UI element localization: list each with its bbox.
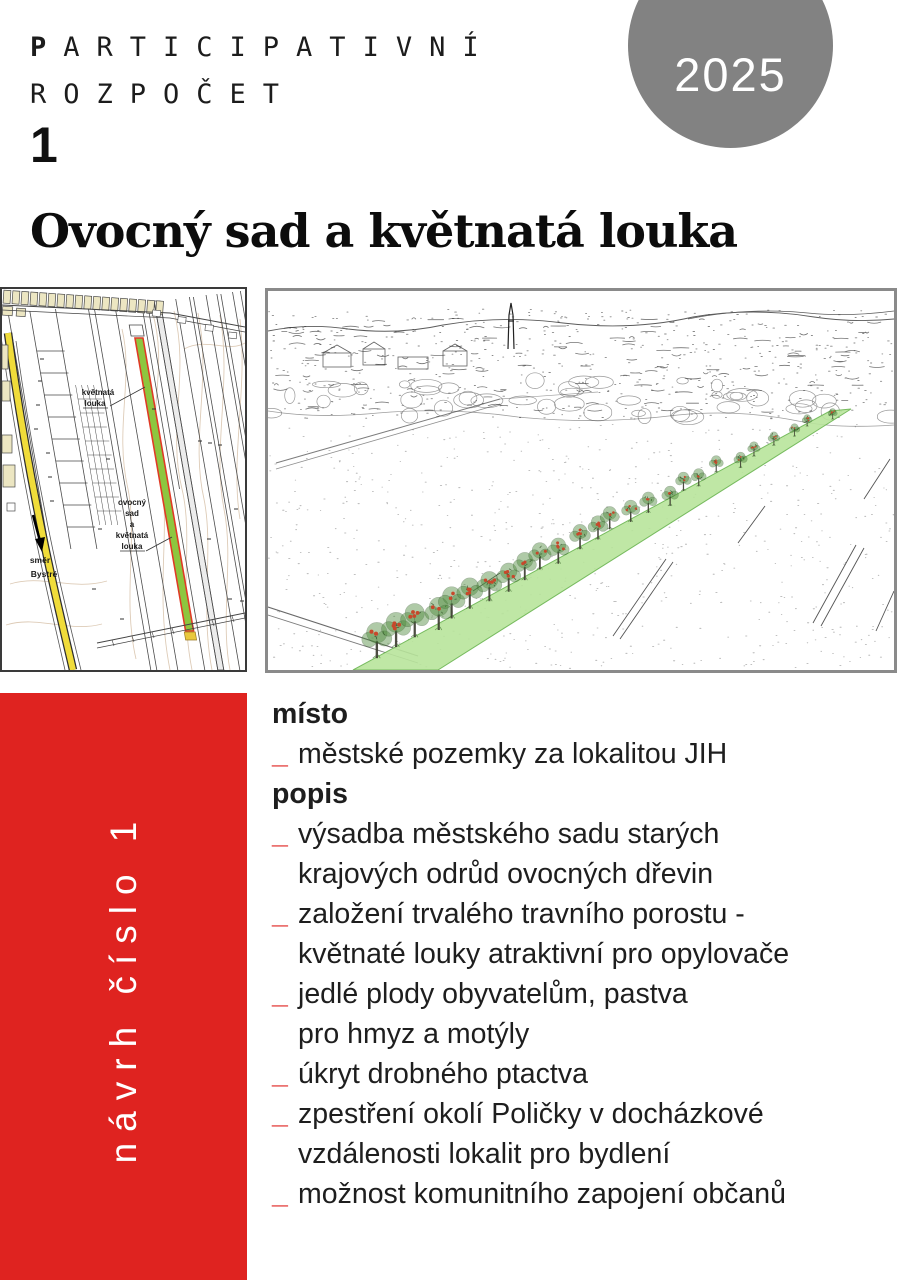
- bullet-item: [272, 814, 902, 894]
- bullet-text: úkryt drobného ptactva: [298, 1058, 588, 1090]
- bullet-text: zpestření okolí Poličky v docházkové vzdálenosti lokalit pro bydlení: [298, 1098, 764, 1170]
- location-map-image: [0, 287, 247, 672]
- map-label-direction-1: směr: [29, 555, 51, 565]
- bullet-text: výsadba městského sadu starých krajových odrůd ovocných dřevin: [298, 818, 720, 890]
- visualization-sketch-image: [265, 288, 897, 673]
- sketch-svg: [268, 291, 894, 670]
- bullet-dash-icon: _: [272, 898, 288, 930]
- bullet-item: [272, 974, 902, 1054]
- brand-line-2: ROZPOČET: [30, 79, 297, 110]
- bullet-item: [272, 894, 902, 974]
- map-label-orchard-4: květnatá: [115, 531, 149, 540]
- proposal-number: 1: [30, 117, 58, 173]
- bullet-item: [272, 734, 902, 774]
- proposal-side-band: [0, 693, 247, 1280]
- brand-line-1: [30, 24, 496, 71]
- map-label-meadow-2: louka: [84, 399, 106, 408]
- bullet-item: [272, 1094, 902, 1174]
- bullet-text: městské pozemky za lokalitou JIH: [298, 738, 728, 770]
- map-label-orchard-1: ovocný: [117, 498, 147, 507]
- map-label-orchard-5: louka: [121, 542, 143, 551]
- details-sections: [272, 694, 902, 1214]
- year-badge: [628, 0, 833, 148]
- bullet-dash-icon: _: [272, 1098, 288, 1130]
- map-label-direction-2: Bystré: [30, 569, 58, 579]
- brand-rest: ARTICIPATIVNÍ: [63, 32, 496, 63]
- bullet-dash-icon: _: [272, 738, 288, 770]
- brand-title: [30, 24, 496, 118]
- bullet-dash-icon: _: [272, 978, 288, 1010]
- bullet-item: [272, 1174, 902, 1214]
- page-title: Ovocný sad a květnatá louka: [30, 204, 738, 258]
- proposal-side-band-label: návrh číslo 1: [102, 810, 144, 1163]
- bullet-text: jedlé plody obyvatelům, pastva pro hmyz a motýly: [298, 978, 688, 1050]
- bullet-text: založení trvalého travního porostu - květnaté louky atraktivní pro opylovače: [298, 898, 790, 970]
- section-heading: místo: [272, 698, 349, 730]
- map-label-meadow-1: květnatá: [81, 388, 115, 397]
- map-label-orchard-2: sad: [125, 509, 139, 518]
- year-badge-label: 2025: [674, 48, 787, 101]
- bullet-text: možnost komunitního zapojení občanů: [298, 1178, 786, 1210]
- map-label-orchard-3: a: [129, 520, 135, 529]
- bullet-item: [272, 1054, 902, 1094]
- brand-initial: P: [30, 32, 64, 63]
- bullet-dash-icon: _: [272, 1178, 288, 1210]
- bullet-dash-icon: _: [272, 818, 288, 850]
- bullet-dash-icon: _: [272, 1058, 288, 1090]
- map-svg: [2, 289, 245, 670]
- section-heading: popis: [272, 778, 348, 810]
